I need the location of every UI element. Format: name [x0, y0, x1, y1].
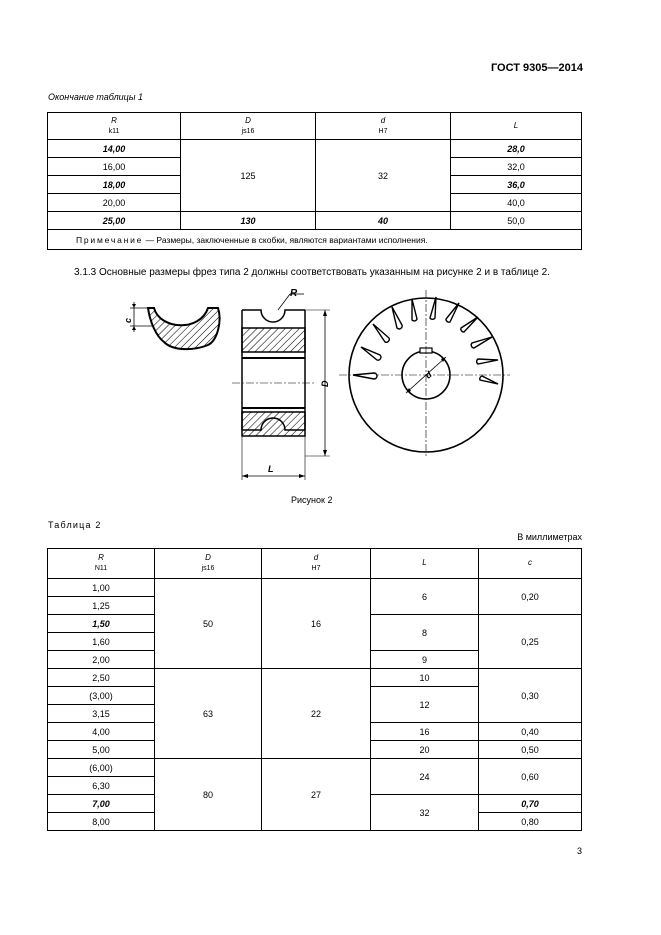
table1-caption: Окончание таблицы 1: [48, 92, 143, 102]
t2-cell-r: 1,00: [48, 579, 155, 597]
figure-caption: Рисунок 2: [291, 495, 333, 505]
t2-cell-r: 6,30: [48, 777, 155, 795]
t1-cell-r: 14,00: [48, 140, 181, 158]
t2-header-l: L: [371, 549, 479, 579]
t2-cell-l: 20: [371, 741, 479, 759]
t1-header-bore: d H7: [316, 113, 451, 140]
t2-cell-bore: 27: [262, 759, 371, 831]
t2-cell-r: 2,00: [48, 651, 155, 669]
t2-cell-bore: 16: [262, 579, 371, 669]
t2-cell-c: 0,30: [479, 669, 582, 723]
t1-cell-l: 32,0: [451, 158, 582, 176]
t2-cell-l: 9: [371, 651, 479, 669]
t1-cell-bore: 32: [316, 140, 451, 212]
t2-cell-c: 0,25: [479, 615, 582, 669]
t1-cell-l: 36,0: [451, 176, 582, 194]
t2-cell-l: 10: [371, 669, 479, 687]
figure-2-drawing: [100, 280, 510, 485]
t1-note: [48, 230, 582, 250]
t2-cell-l: 16: [371, 723, 479, 741]
label-c: c: [123, 317, 133, 323]
paragraph-3-1-3: 3.1.3 Основные размеры фрез типа 2 должны соответствовать указанным на рисунке 2 и в таблице 2.: [74, 267, 550, 278]
t2-cell-c: 0,40: [479, 723, 582, 741]
t2-cell-l: 24: [371, 759, 479, 795]
t2-cell-d: 50: [155, 579, 262, 669]
t1-cell-l: 28,0: [451, 140, 582, 158]
t2-header-c: c: [479, 549, 582, 579]
label-l: L: [268, 464, 274, 474]
t2-cell-bore: 22: [262, 669, 371, 759]
t2-header-bore: d H7: [262, 549, 371, 579]
t1-header-r: R k11: [48, 113, 181, 140]
t2-header-d: D js16: [155, 549, 262, 579]
t2-cell-r: (6,00): [48, 759, 155, 777]
document-header: ГОСТ 9305—2014: [490, 62, 583, 74]
t2-cell-r: 1,25: [48, 597, 155, 615]
label-d-outer: D: [320, 380, 330, 387]
t2-cell-c: 0,70: [479, 795, 582, 813]
t1-cell-d: 130: [181, 212, 316, 230]
t1-note-label: Примечание: [76, 234, 144, 245]
t2-cell-c: 0,60: [479, 759, 582, 795]
t2-cell-r: 7,00: [48, 795, 155, 813]
table1: [47, 112, 582, 250]
t2-cell-d: 63: [155, 669, 262, 759]
t2-cell-l: 6: [371, 579, 479, 615]
t2-cell-l: 8: [371, 615, 479, 651]
page-number: 3: [576, 846, 582, 856]
t1-header-l: L: [451, 113, 582, 140]
t1-cell-d: 125: [181, 140, 316, 212]
t1-cell-r: 25,00: [48, 212, 181, 230]
t2-cell-c: 0,80: [479, 813, 582, 831]
table2-title: Таблица 2: [48, 520, 102, 530]
tooth-profile-detail: [130, 302, 220, 349]
t1-note-text: — Размеры, заключенные в скобки, являются вариантами исполнения.: [143, 234, 428, 245]
label-d-inner: d: [423, 369, 434, 381]
cutter-side-view: [232, 294, 330, 480]
t2-cell-l: 32: [371, 795, 479, 831]
t2-cell-r: 4,00: [48, 723, 155, 741]
t2-cell-r: 2,50: [48, 669, 155, 687]
t1-cell-r: 16,00: [48, 158, 181, 176]
t1-header-d: D js16: [181, 113, 316, 140]
label-r: R: [290, 288, 298, 299]
t2-cell-c: 0,20: [479, 579, 582, 615]
t2-cell-c: 0,50: [479, 741, 582, 759]
table2-units: В миллиметрах: [517, 532, 582, 542]
t2-cell-r: 8,00: [48, 813, 155, 831]
t2-cell-l: 12: [371, 687, 479, 723]
t1-cell-bore: 40: [316, 212, 451, 230]
table2: [47, 548, 582, 831]
t2-cell-r: 5,00: [48, 741, 155, 759]
t2-cell-d: 80: [155, 759, 262, 831]
t2-cell-r: 1,50: [48, 615, 155, 633]
t2-header-r: R N11: [48, 549, 155, 579]
t1-cell-l: 40,0: [451, 194, 582, 212]
t2-cell-r: (3,00): [48, 687, 155, 705]
t1-cell-l: 50,0: [451, 212, 582, 230]
t1-cell-r: 18,00: [48, 176, 181, 194]
t1-cell-r: 20,00: [48, 194, 181, 212]
t2-cell-r: 3,15: [48, 705, 155, 723]
t2-cell-r: 1,60: [48, 633, 155, 651]
